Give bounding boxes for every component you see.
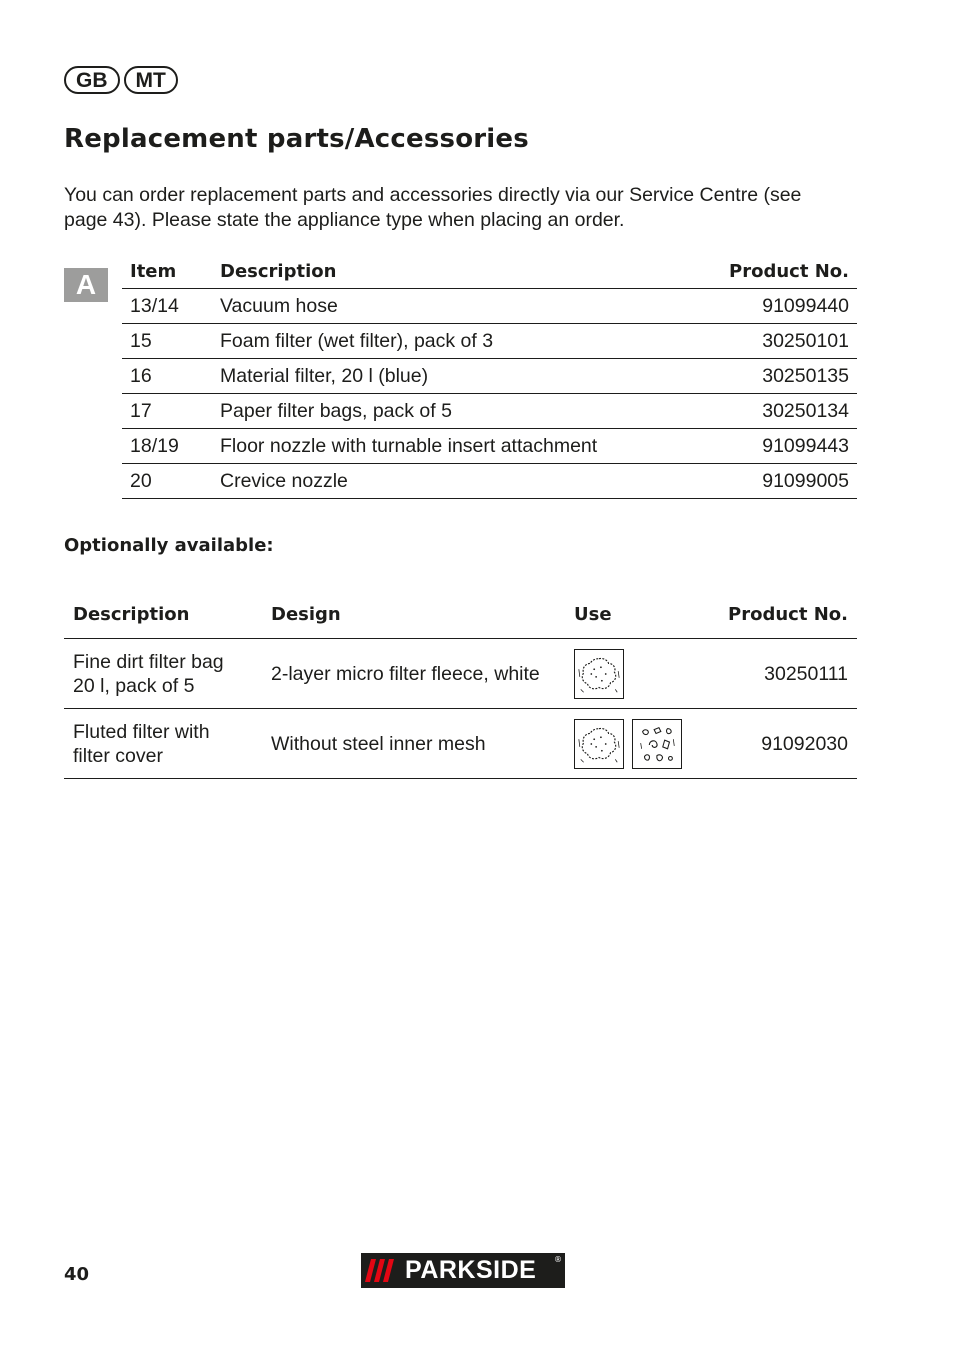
cell-description: Vacuum hose	[212, 289, 691, 324]
table-row	[122, 429, 857, 464]
registered-mark-icon: ®	[554, 1255, 562, 1264]
parts-table	[122, 254, 857, 499]
page-number: 40	[64, 1264, 90, 1285]
cell-item: 15	[122, 324, 212, 359]
fine-dust-icon	[574, 649, 624, 699]
language-badge-mt: MT	[124, 66, 178, 94]
cell-description: Crevice nozzle	[212, 464, 691, 499]
cell-product-no: 91099005	[691, 464, 857, 499]
description-line: Fine dirt filter bag	[73, 650, 224, 673]
cell-item: 16	[122, 359, 212, 394]
cell-description: Material filter, 20 l (blue)	[212, 359, 691, 394]
table-row	[122, 324, 857, 359]
language-badge-gb: GB	[64, 66, 120, 94]
table-row	[122, 289, 857, 324]
description-line: 20 l, pack of 5	[73, 674, 195, 697]
figure-label-badge: A	[64, 268, 108, 302]
cell-design: Without steel inner mesh	[262, 709, 565, 779]
header-use: Use	[565, 592, 701, 639]
language-badges	[64, 66, 178, 94]
description-line: Fluted filter with	[73, 720, 210, 743]
cell-item: 20	[122, 464, 212, 499]
cell-description: Paper filter bags, pack of 5	[212, 394, 691, 429]
parts-table-header	[122, 254, 857, 289]
cell-product-no: 30250101	[691, 324, 857, 359]
cell-product-no: 30250111	[701, 639, 857, 709]
header-product-no: Product No.	[691, 254, 857, 289]
cell-design: 2-layer micro filter fleece, white	[262, 639, 565, 709]
table-row	[64, 709, 857, 779]
table-row	[64, 639, 857, 709]
intro-text: You can order replacement parts and accessories directly via our Service Centre (see page 43). Please state the appliance type when placing an order.	[64, 184, 802, 231]
cell-description: Foam filter (wet filter), pack of 3	[212, 324, 691, 359]
table-row	[122, 464, 857, 499]
header-item: Item	[122, 254, 212, 289]
cell-product-no: 91099443	[691, 429, 857, 464]
logo-slashes-icon	[361, 1253, 405, 1288]
header-description: Description	[212, 254, 691, 289]
cell-product-no: 91099440	[691, 289, 857, 324]
optional-table	[64, 592, 857, 779]
optional-section-title: Optionally available:	[64, 535, 274, 556]
cell-product-no: 30250135	[691, 359, 857, 394]
cell-description	[64, 639, 262, 709]
page-title: Replacement parts/Accessories	[64, 124, 529, 154]
brand-name: PARKSIDE	[405, 1256, 537, 1284]
cell-description: Floor nozzle with turnable insert attachment	[212, 429, 691, 464]
cell-item: 18/19	[122, 429, 212, 464]
header-design: Design	[262, 592, 565, 639]
cell-description	[64, 709, 262, 779]
parkside-logo	[361, 1253, 565, 1288]
header-description: Description	[64, 592, 262, 639]
cell-product-no: 30250134	[691, 394, 857, 429]
fine-dust-icon	[574, 719, 624, 769]
cell-use	[565, 639, 701, 709]
cell-use	[565, 709, 701, 779]
coarse-dirt-icon	[632, 719, 682, 769]
cell-item: 13/14	[122, 289, 212, 324]
cell-product-no: 91092030	[701, 709, 857, 779]
header-product-no: Product No.	[701, 592, 857, 639]
cell-item: 17	[122, 394, 212, 429]
table-row	[122, 359, 857, 394]
optional-table-header	[64, 592, 857, 639]
description-line: filter cover	[73, 744, 163, 767]
table-row	[122, 394, 857, 429]
